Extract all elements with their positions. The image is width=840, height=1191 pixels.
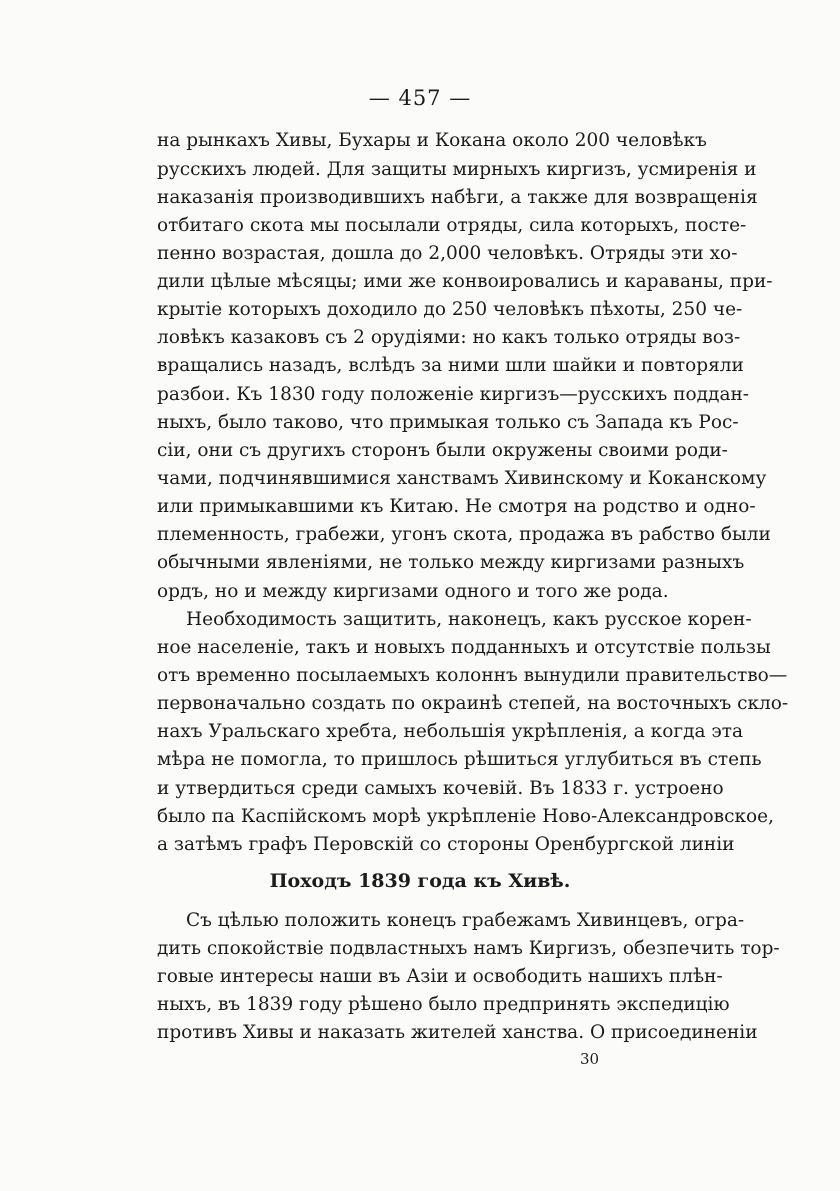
text-line: говые интересы наши въ Азіи и освободить нашихъ плѣн- [157, 966, 723, 987]
text-line: нахъ Уральскаго хребта, небольшія укрѣпленія, а когда эта [157, 721, 743, 742]
text-line: отбитаго скота мы посылали отряды, сила которыхъ, посте- [157, 215, 747, 236]
text-line: ныхъ, было таково, что примыкая только съ Запада къ Рос- [157, 412, 739, 433]
text-line: а затѣмъ графъ Перовскій со стороны Оренбургской линіи [157, 834, 735, 855]
text-line: Съ цѣлью положить конецъ грабежамъ Хивинцевъ, огра- [186, 910, 745, 931]
text-line: отъ временно посылаемыхъ колоннъ вынудили правительство— [157, 665, 788, 686]
page-number: — 457 — [368, 86, 472, 110]
text-line: сіи, они съ другихъ сторонъ были окружены своими роди- [157, 440, 728, 461]
text-line: на рынкахъ Хивы, Бухары и Кокана около 200 человѣкъ [157, 130, 707, 151]
text-line: было па Каспійскомъ морѣ укрѣпленіе Ново-Александровское, [157, 806, 774, 827]
text-line: крытіе которыхъ доходило до 250 человѣкъ пѣхоты, 250 че- [157, 299, 743, 320]
text-line: вращались назадъ, вслѣдъ за ними шли шайки и повторяли [157, 355, 744, 376]
text-line: мѣра не помогла, то пришлось рѣшиться углубиться въ степь [157, 749, 762, 770]
text-line: обычными явленіями, не только между киргизами разныхъ [157, 552, 745, 573]
text-line: дили цѣлые мѣсяцы; ими же конвоировались и караваны, при- [157, 271, 773, 292]
text-line: разбои. Къ 1830 году положеніе киргизъ—русскихъ поддан- [157, 384, 750, 405]
text-line: ловѣкъ казаковъ съ 2 орудіями: но какъ только отряды воз- [157, 327, 741, 348]
text-line: первоначально создать по окраинѣ степей, на восточныхъ скло- [157, 693, 789, 714]
text-line: пенно возрастая, дошла до 2,000 человѣкъ. Отряды эти хо- [157, 243, 738, 264]
text-line: Необходимость защитить, наконецъ, какъ русское корен- [186, 609, 752, 630]
text-line: ное населеніе, такъ и новыхъ подданныхъ и отсутствіе пользы [157, 637, 771, 658]
text-line: и утвердиться среди самыхъ кочевій. Въ 1833 г. устроено [157, 778, 724, 799]
signature-mark: 30 [580, 1050, 600, 1068]
text-line: племенность, грабежи, угонъ скота, продажа въ рабство были [157, 524, 771, 545]
text-line: ныхъ, въ 1839 году рѣшено было предпринять экспедицію [157, 994, 730, 1015]
text-line: или примыкавшими къ Китаю. Не смотря на родство и одно- [157, 496, 756, 517]
text-line: наказанія производившихъ набѣги, а также для возвращенія [157, 187, 758, 208]
text-line: ордъ, но и между киргизами одного и того же рода. [157, 581, 669, 602]
text-line: дить спокойствіе подвластныхъ намъ Киргизъ, обезпечить тор- [157, 938, 780, 959]
text-line: чами, подчинявшимися ханствамъ Хивинскому и Коканскому [157, 468, 767, 489]
section-heading: Походъ 1839 года къ Хивѣ. [269, 870, 571, 892]
text-line: русскихъ людей. Для защиты мирныхъ киргизъ, усмиренія и [157, 159, 757, 180]
text-line: противъ Хивы и наказать жителей ханства. О присоединеніи [157, 1022, 758, 1043]
